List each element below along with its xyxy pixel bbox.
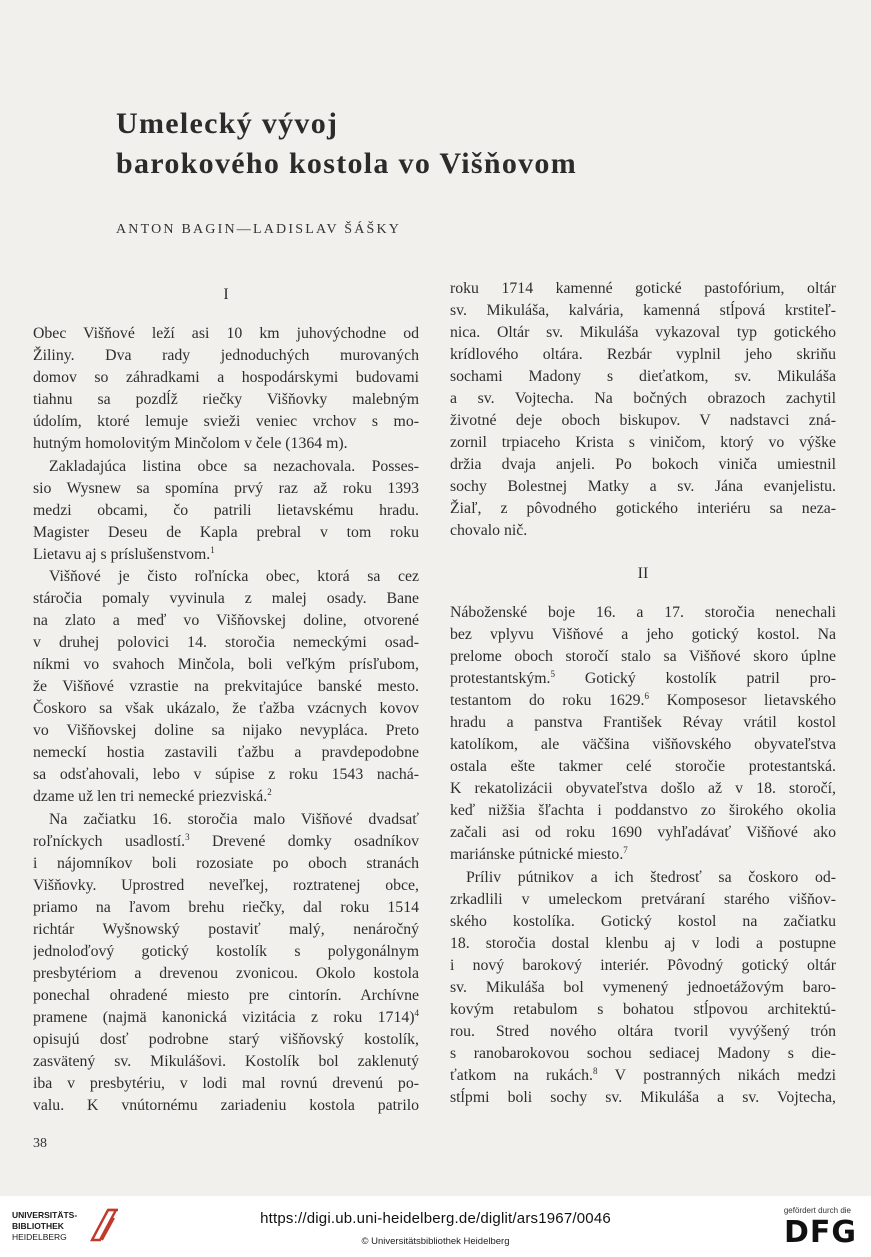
text-fragment: pramene (najmä kanonická vizitácia z roku 1714) bbox=[33, 1009, 415, 1026]
text-line: i nájomníkov boli rozosiate po oboch stranách bbox=[33, 855, 419, 872]
text-line: tiahnu sa pozdĺž riečky Višňovky malebným bbox=[33, 391, 419, 408]
text-line: Obec Višňové leží asi 10 km juhovýchodne od bbox=[33, 325, 419, 342]
text-line: stĺpmi boli sochy sv. Mikuláša a sv. Vojtecha, bbox=[450, 1089, 836, 1106]
text-line: hutným homolovitým Minčolom v čele (1364 m). bbox=[33, 435, 348, 452]
footnote-ref: 1 bbox=[210, 545, 215, 555]
text-line bbox=[33, 786, 419, 808]
text-line: níkmi vo svahoch Minčola, boli veľkým prísľubom, bbox=[33, 656, 419, 673]
footnote-ref: 8 bbox=[592, 1066, 598, 1076]
text-line: prelome oboch storočí stalo sa Višňové skoro úplne bbox=[450, 648, 836, 665]
section-heading-2: II bbox=[637, 565, 649, 582]
footnote-ref: 6 bbox=[644, 691, 649, 701]
text-fragment: protestantským. bbox=[450, 670, 551, 687]
title-line-1: Umelecký vývoj bbox=[116, 107, 339, 140]
text-fragment: Komposesor lietavského bbox=[649, 692, 836, 709]
text-line: ského kostolíka. Gotický kostol na začiatku bbox=[450, 913, 836, 930]
text-line: i nový barokový interiér. Pôvodný gotický oltár bbox=[450, 957, 836, 974]
text-line: medzi obcami, čo patrili lietavskému hradu. bbox=[33, 502, 419, 519]
text-line: v druhej polovici 14. storočia nemeckými osad- bbox=[33, 634, 419, 651]
text-fragment: Drevené domky osadníkov bbox=[189, 833, 419, 850]
text-line: na zlato a meď vo Višňovskej doline, otvorené bbox=[33, 612, 419, 629]
text-line bbox=[33, 544, 419, 566]
text-line: 18. storočia dostal klenbu aj v lodi a postupne bbox=[450, 935, 836, 952]
text-line: sa odsťahovali, lebo v súpise z roku 1543 nachá- bbox=[33, 766, 419, 783]
library-name-line-2: BIBLIOTHEK bbox=[12, 1221, 64, 1231]
text-line: s ranobarokovou sochou sediacej Madony s die- bbox=[450, 1045, 836, 1062]
footnote-ref: 3 bbox=[185, 832, 190, 842]
text-line: sv. Mikuláša bol vymenený jednoetážovým baro- bbox=[450, 979, 836, 996]
article-authors: ANTON BAGIN—LADISLAV ŠÁŠKY bbox=[116, 222, 402, 237]
text-line: zornil trpiaceho Krista s viničom, ktorý vo výške bbox=[450, 434, 836, 451]
text-line: valu. K vnútornému zariadeniu kostola patrilo bbox=[33, 1097, 419, 1114]
text-line: ostala ešte takmer celé storočie protestantská. bbox=[450, 758, 836, 775]
text-fragment: testantom do roku 1629. bbox=[450, 692, 645, 709]
text-fragment: mariánske pútnické miesto. bbox=[450, 846, 624, 863]
text-line: Na začiatku 16. storočia malo Višňové dvadsať bbox=[49, 811, 419, 828]
text-line: rou. Stred nového oltára tvoril vyvýšený trón bbox=[450, 1023, 836, 1040]
text-line: vo Višňovskej doline sa nijako nevypláca. Preto bbox=[33, 722, 419, 739]
text-line bbox=[450, 668, 836, 690]
text-line: iba v presbytériu, v lodi mal rovnú drevenú po- bbox=[33, 1075, 419, 1092]
text-line: richtár Wyšnowský postaviť malý, nenáročný bbox=[33, 921, 419, 938]
text-line: držia dvaja anjeli. Po bokoch viniča umiestnil bbox=[450, 456, 836, 473]
text-line: zasvätený sv. Mikulášovi. Kostolík bol zaklenutý bbox=[33, 1053, 419, 1070]
text-fragment: V postranných nikách medzi bbox=[597, 1067, 836, 1084]
text-fragment: Gotický kostolík patril pro- bbox=[554, 670, 836, 687]
text-line: a sv. Vojtecha. Na bočných obrazoch zachytil bbox=[450, 390, 836, 407]
text-line: údolím, ktoré lemuje svieži veniec vrchov s mo- bbox=[33, 413, 419, 430]
text-line: Žiliny. Dva rady jednoduchých murovaných bbox=[33, 347, 419, 364]
library-name-line-3: HEIDELBERG bbox=[12, 1232, 67, 1242]
text-line: chovalo nič. bbox=[450, 522, 528, 539]
text-line: priamo na ľavom brehu riečky, dal roku 1514 bbox=[33, 899, 419, 916]
text-line: domov so záhradkami a hospodárskymi budovami bbox=[33, 369, 419, 386]
text-line: nemeckí hostia zastavili ťažbu a pravdepodobne bbox=[33, 744, 419, 761]
text-line bbox=[450, 690, 836, 712]
text-line: zrkadlili v umeleckom pretváraní starého višňov- bbox=[450, 891, 836, 908]
text-line: sio Wysnew sa spomína prvý raz až roku 1393 bbox=[33, 480, 419, 497]
text-line: nica. Oltár sv. Mikuláša vykazoval typ gotického bbox=[450, 324, 836, 341]
text-line: začali asi od roku 1690 vyhľadávať Višňové ako bbox=[450, 824, 836, 841]
text-fragment: roľníckych usadlostí. bbox=[33, 833, 186, 850]
text-line: Višňové je čisto roľnícka obec, ktorá sa cez bbox=[49, 568, 419, 585]
text-fragment: dzame už len tri nemecké priezviská. bbox=[33, 788, 268, 805]
text-line bbox=[33, 1007, 419, 1029]
library-name-line-1: UNIVERSITÄTS- bbox=[12, 1210, 78, 1220]
text-line: že Višňové vzrastie na prekvitajúce banské mesto. bbox=[33, 678, 419, 695]
text-line: kovým retabulom s bohatou stĺpovou architektú- bbox=[450, 1001, 836, 1018]
text-line: sochy Bolestnej Matky a sv. Jána evanjelistu. bbox=[450, 478, 836, 495]
footnote-ref: 2 bbox=[267, 787, 272, 797]
text-line: katolíkom, ale väčšina višňovského obyvateľstva bbox=[450, 736, 836, 753]
text-line: hradu a panstva František Révay vrátil kostol bbox=[450, 714, 836, 731]
funding-caption: gefördert durch die bbox=[783, 1206, 851, 1215]
text-line: keď nižšia šľachta i poddanstvo zo širokého okolia bbox=[450, 802, 836, 819]
text-line: presbytériom a drevenou zvonicou. Okolo kostola bbox=[33, 965, 419, 982]
footnote-ref: 4 bbox=[414, 1008, 419, 1018]
section-heading-1: I bbox=[223, 286, 229, 303]
footnote-ref: 5 bbox=[550, 669, 555, 679]
text-line: Náboženské boje 16. a 17. storočia nenechali bbox=[450, 604, 836, 621]
text-line: Magister Deseu de Kapla prebral v tom roku bbox=[33, 524, 419, 541]
text-line: Višňovky. Uprostred neveľkej, roztratenej obce, bbox=[33, 877, 419, 894]
text-line: opisujú dosť podrobne starý višňovský kostolík, bbox=[33, 1031, 419, 1048]
text-line: Zakladajúca listina obce sa nezachovala. Posses- bbox=[49, 458, 419, 475]
text-fragment: Lietavu aj s príslušenstvom. bbox=[33, 546, 211, 563]
permalink-url[interactable]: https://digi.ub.uni-heidelberg.de/diglit/ars1967/0046 bbox=[260, 1210, 611, 1227]
text-fragment: ťatkom na rukách. bbox=[450, 1067, 593, 1084]
text-line: bez vplyvu Višňové a jeho gotický kostol. Na bbox=[450, 626, 836, 643]
text-line: životné deje oboch biskupov. V nadstavci zná- bbox=[450, 412, 836, 429]
dfg-logo[interactable]: DFG bbox=[783, 1215, 857, 1250]
text-line: jednoloďový gotický kostolík s polygonálnym bbox=[33, 943, 419, 960]
article-title bbox=[116, 104, 577, 184]
text-line: K rekatolizácii obyvateľstva došlo až v 18. storočí, bbox=[450, 780, 836, 797]
text-line: ponechal ohradené miesto pre cintorín. Archívne bbox=[33, 987, 419, 1004]
text-line: sochami Madony s dieťatkom, sv. Mikuláša bbox=[450, 368, 836, 385]
title-line-2: barokového kostola vo Višňovom bbox=[116, 147, 578, 180]
text-line: Príliv pútnikov a ich štedrosť sa čoskoro od- bbox=[466, 869, 836, 886]
text-line: stáročia pomaly vyvinula z malej osady. Bane bbox=[33, 590, 419, 607]
footnote-ref: 7 bbox=[623, 845, 628, 855]
text-line: roku 1714 kamenné gotické pastofórium, oltár bbox=[450, 280, 836, 297]
copyright-notice: © Universitätsbibliothek Heidelberg bbox=[361, 1236, 510, 1247]
text-line: Žiaľ, z pôvodného gotického interiéru sa neza- bbox=[450, 500, 836, 517]
page-number: 38 bbox=[33, 1136, 47, 1151]
text-line: krídlového oltára. Rezbár vyplnil jeho skriňu bbox=[450, 346, 836, 363]
text-line: Čoskoro sa však ukázalo, že ťažba vzácnych kovov bbox=[33, 700, 419, 717]
text-line: sv. Mikuláša, kalvária, kamenná stĺpová krstiteľ- bbox=[450, 302, 836, 319]
text-line bbox=[450, 844, 836, 866]
text-line bbox=[450, 1065, 836, 1087]
digitization-footer bbox=[0, 1196, 871, 1257]
text-line bbox=[33, 831, 419, 853]
